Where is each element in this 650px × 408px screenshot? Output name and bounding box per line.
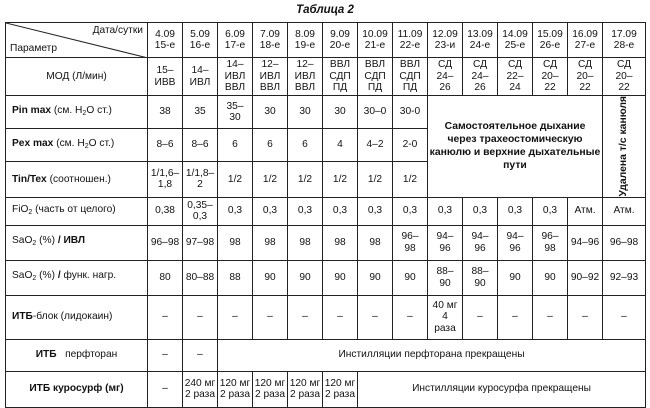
table-cell: 96–98 <box>148 225 183 260</box>
table-cell: 80–88 <box>183 260 218 295</box>
row-pin <box>6 96 646 129</box>
table-cell: 90 <box>393 260 428 295</box>
table-cell: 88 <box>218 260 253 295</box>
param-label: Параметр <box>10 42 57 54</box>
table-cell: – <box>533 295 568 339</box>
table-cell: 94–96 <box>568 225 603 260</box>
table-cell: – <box>393 295 428 339</box>
table-cell: 38 <box>148 96 183 129</box>
table-cell: 6 <box>253 129 288 162</box>
table-cell: 0,3 <box>323 197 358 225</box>
table-cell: 0,3 <box>288 197 323 225</box>
table-cell: 97–98 <box>183 225 218 260</box>
table-cell: – <box>148 371 183 407</box>
table-cell: 12– ИВЛ ВВЛ <box>288 58 323 96</box>
day-header: 16.09 27-е <box>568 23 603 58</box>
table-cell: 240 мг 2 раза <box>183 371 218 407</box>
ventilation-table <box>5 22 646 408</box>
table-cell: 90 <box>253 260 288 295</box>
row-itb-kurosurf <box>6 371 646 407</box>
self-breathing-note: Самостоятельное дыхание через трахеостомическую канюлю и верхние дыхательные пути <box>428 96 603 198</box>
row-itb-block <box>6 295 646 339</box>
table-cell: – <box>463 295 498 339</box>
table-cell: ВВЛ СДП ПД <box>358 58 393 96</box>
day-header: 5.09 16-е <box>183 23 218 58</box>
table-cell: 30 <box>253 96 288 129</box>
table-cell: СД 20– 22 <box>603 58 646 96</box>
table-cell: – <box>253 295 288 339</box>
day-header: 7.09 18-е <box>253 23 288 58</box>
row-itb-perftoran <box>6 339 646 371</box>
table-cell: СД 24– 26 <box>463 58 498 96</box>
table-cell: – <box>288 295 323 339</box>
table-cell: 90 <box>288 260 323 295</box>
row-label: Pex max (см. $H_2O$ ст.) <box>6 129 148 162</box>
table-cell: 0,3 <box>358 197 393 225</box>
row-sao2-fun <box>6 260 646 295</box>
table-cell: 0,35– 0,3 <box>183 197 218 225</box>
table-cell: – <box>603 295 646 339</box>
table-cell: 120 мг 2 раза <box>253 371 288 407</box>
table-cell: 0,3 <box>463 197 498 225</box>
table-cell: – <box>183 295 218 339</box>
table-cell: Атм. <box>568 197 603 225</box>
table-cell: 15– ИВВ <box>148 58 183 96</box>
table-cell: 98 <box>323 225 358 260</box>
day-header: 11.09 22-е <box>393 23 428 58</box>
table-cell: 0,3 <box>533 197 568 225</box>
table-cell: 30 <box>323 96 358 129</box>
table-cell: 120 мг 2 раза <box>288 371 323 407</box>
day-header: 10.09 21-е <box>358 23 393 58</box>
day-header: 14.09 25-е <box>498 23 533 58</box>
day-header: 8.09 19-е <box>288 23 323 58</box>
day-header: 15.09 26-е <box>533 23 568 58</box>
table-cell: 2-0 <box>393 129 428 162</box>
table-cell: 12– ИВЛ ВВЛ <box>253 58 288 96</box>
table-cell: 96– 98 <box>533 225 568 260</box>
table-cell: – <box>358 295 393 339</box>
table-cell: 90–92 <box>568 260 603 295</box>
table-cell: – <box>498 295 533 339</box>
table-cell: 6 <box>218 129 253 162</box>
table-cell: 8–6 <box>148 129 183 162</box>
day-header: 6.09 17-е <box>218 23 253 58</box>
row-label: SaO$_2$ (%) / функ. нагр. <box>6 260 148 295</box>
table-cell: 0,3 <box>428 197 463 225</box>
table-cell: 4 <box>323 129 358 162</box>
row-label: FiO$_2$ (часть от целого) <box>6 197 148 225</box>
perftoran-stopped-note: Инстилляции перфторана прекращены <box>218 339 646 371</box>
row-label: Pin max (см. $H_2O$ ст.) <box>6 96 148 129</box>
table-cell: 1/2 <box>218 162 253 198</box>
table-cell: 80 <box>148 260 183 295</box>
table-cell: 35 <box>183 96 218 129</box>
day-header: 12.09 23-и <box>428 23 463 58</box>
table-cell: 30 <box>288 96 323 129</box>
table-cell: 30–0 <box>358 96 393 129</box>
day-header: 9.09 20-е <box>323 23 358 58</box>
table-cell: 92–93 <box>603 260 646 295</box>
table-cell: 1/2 <box>323 162 358 198</box>
table-cell: СД 20– 22 <box>568 58 603 96</box>
table-cell: 1/2 <box>253 162 288 198</box>
table-cell: 98 <box>358 225 393 260</box>
table-cell: 94– 96 <box>463 225 498 260</box>
table-cell: – <box>568 295 603 339</box>
row-fio2 <box>6 197 646 225</box>
row-label: МОД (Л/мин) <box>6 58 148 96</box>
table-cell: – <box>218 295 253 339</box>
removed-note-cell <box>603 96 646 198</box>
table-cell: СД 22– 24 <box>498 58 533 96</box>
table-cell: 96–98 <box>603 225 646 260</box>
table-cell: СД 20– 22 <box>533 58 568 96</box>
table-cell: 88– 90 <box>463 260 498 295</box>
row-label: ИТБ-блок (лидокаин) <box>6 295 148 339</box>
row-label: ИТБ перфторан <box>6 339 148 371</box>
table-cell: 40 мг 4 раза <box>428 295 463 339</box>
row-label: Tin/Tex (соотношен.) <box>6 162 148 198</box>
table-cell: 1/1,6– 1,8 <box>148 162 183 198</box>
table-caption: Таблица 2 <box>296 4 354 16</box>
row-label: ИТБ куросурф (мг) <box>6 371 148 407</box>
row-label: SaO$_2$ (%) / ИВЛ <box>6 225 148 260</box>
header-diagonal-cell <box>6 23 148 58</box>
table-cell: 96– 98 <box>393 225 428 260</box>
kurosurf-stopped-note: Инстилляции куросурфа прекращены <box>358 371 646 407</box>
day-header: 13.09 24-е <box>463 23 498 58</box>
table-cell: – <box>323 295 358 339</box>
table-cell: СД 24– 26 <box>428 58 463 96</box>
table-cell: 0,3 <box>498 197 533 225</box>
header-row <box>6 23 646 58</box>
table-cell: 35– 30 <box>218 96 253 129</box>
table-cell: – <box>148 295 183 339</box>
row-sao2-ivl <box>6 225 646 260</box>
table-cell: 120 мг 2 раза <box>323 371 358 407</box>
table-cell: Атм. <box>603 197 646 225</box>
day-header: 4.09 15-е <box>148 23 183 58</box>
table-cell: 0,3 <box>253 197 288 225</box>
date-label: Дата/сутки <box>92 25 143 36</box>
table-cell: 90 <box>323 260 358 295</box>
table-cell: 98 <box>218 225 253 260</box>
table-cell: – <box>183 339 218 371</box>
table-cell: 94– 96 <box>428 225 463 260</box>
table-cell: 88– 90 <box>428 260 463 295</box>
table-cell: 6 <box>288 129 323 162</box>
table-cell: 0,3 <box>393 197 428 225</box>
table-cell: 98 <box>288 225 323 260</box>
table-cell: 0,38 <box>148 197 183 225</box>
table-cell: 120 мг 2 раза <box>218 371 253 407</box>
table-cell: 90 <box>498 260 533 295</box>
table-cell: 1/2 <box>288 162 323 198</box>
table-cell: 1/2 <box>393 162 428 198</box>
table-cell: 94– 96 <box>498 225 533 260</box>
table-cell: ВВЛ СДП ПД <box>393 58 428 96</box>
day-header: 17.09 28-е <box>603 23 646 58</box>
table-cell: ВВЛ СДП ПД <box>323 58 358 96</box>
table-cell: 14– ИВЛ ВВЛ <box>218 58 253 96</box>
table-cell: 0,3 <box>218 197 253 225</box>
removed-note: Удалена т/с канюля <box>618 96 629 197</box>
table-cell: 14– ИВЛ <box>183 58 218 96</box>
table-cell: 1/1,8– 2 <box>183 162 218 198</box>
table-cell: 90 <box>533 260 568 295</box>
table-cell: 98 <box>253 225 288 260</box>
table-cell: 30-0 <box>393 96 428 129</box>
table-cell: 8–6 <box>183 129 218 162</box>
table-cell: 90 <box>358 260 393 295</box>
table-cell: 4–2 <box>358 129 393 162</box>
table-cell: – <box>148 339 183 371</box>
table-cell: 1/2 <box>358 162 393 198</box>
row-mod <box>6 58 646 96</box>
